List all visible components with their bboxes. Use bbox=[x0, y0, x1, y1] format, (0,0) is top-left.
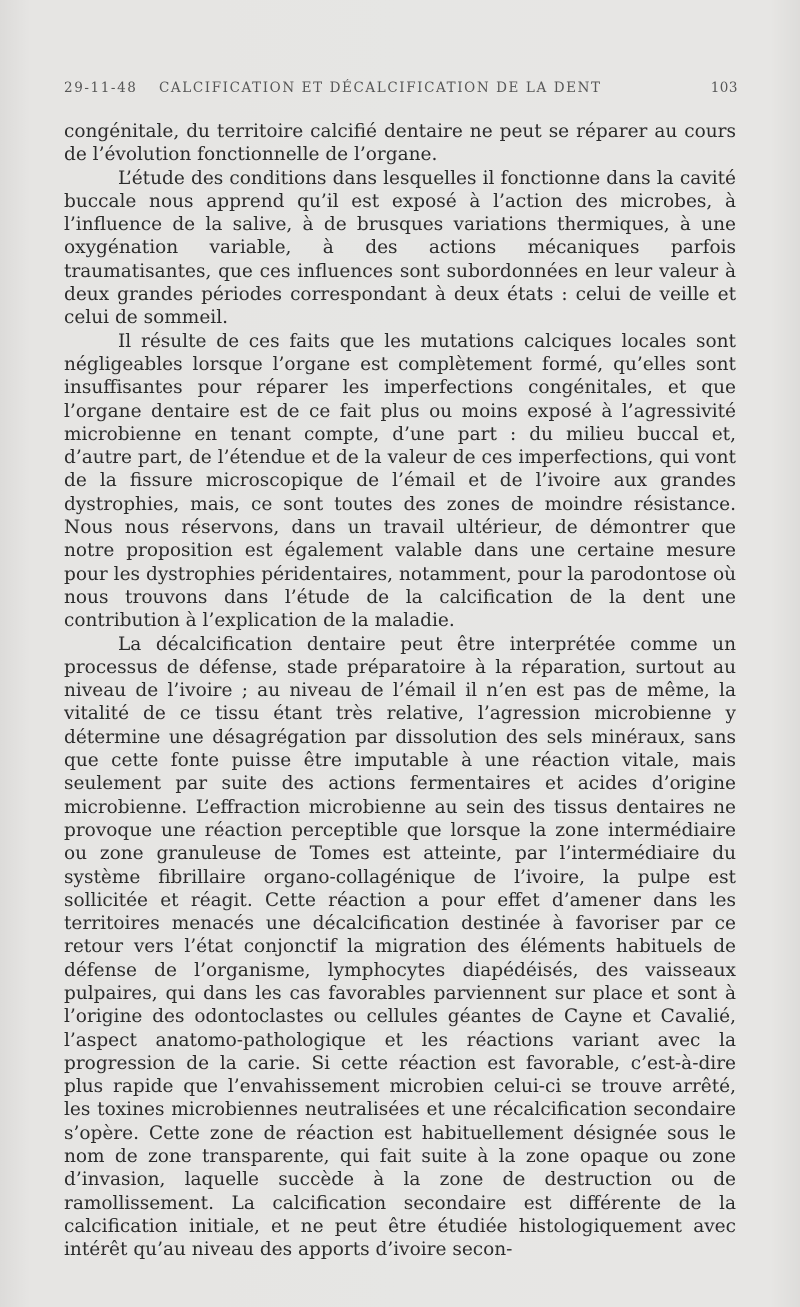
paragraph: L’étude des conditions dans lesquelles il fonctionne dans la cavité buccale nous apprend qu’il est exposé à l’action des microbes, à l’influence de la salive, à de brusques variations thermiques, à une oxygénation variable, à des actions mécaniques parfois traumatisantes, que ces influences sont subordonnées en leur valeur à deux grandes périodes correspondant à deux états : celui de veille et celui de sommeil. bbox=[64, 167, 736, 329]
body-text bbox=[64, 120, 736, 1262]
paragraph-continuation: congénitale, du territoire calcifié dentaire ne peut se réparer au cours de l’évolution fonctionnelle de l’organe. bbox=[64, 121, 736, 166]
paragraph: La décalcification dentaire peut être interprétée comme un processus de défense, stade préparatoire à la réparation, surtout au niveau de l’ivoire ; au niveau de l’émail il n’en est pas de même, la vitalité de ce tissu étant très relative, l’agression microbienne y détermine une désagrégation par dissolution des sels minéraux, sans que cette fonte puisse être imputable à une réaction vitale, mais seulement par suite des actions fermentaires et acides d’origine microbienne. L’effraction microbienne au sein des tissus dentaires ne provoque une réaction perceptible que lorsque la zone intermédiaire ou zone granuleuse de Tomes est atteinte, par l’intermédiaire du système fibrillaire organo-collagénique de l’ivoire, la pulpe est sollicitée et réagit. Cette réaction a pour effet d’amener dans les territoires menacés une décalcification destinée à favoriser par ce retour vers l’état conjonctif la migration des éléments habituels de défense de l’organisme, lymphocytes diapédéisés, des vaisseaux pulpaires, qui dans les cas favorables parviennent sur place et sont à l’origine des odontoclastes ou cellules géantes de Cayne et Cavalié, l’aspect anatomo-pathologique et les réactions variant avec la progression de la carie. Si cette réaction est favorable, c’est-à-dire plus rapide que l’envahissement microbien celui-ci se trouve arrêté, les toxines microbiennes neutralisées et une récalcification secondaire s’opère. Cette zone de réaction est habituellement désignée sous le nom de zone transparente, qui fait suite à la zone opaque ou zone d’invasion, laquelle succède à la zone de destruction ou de ramollissement. La calcification secondaire est différente de la calcification initiale, et ne peut être étudiée histologiquement avec intérêt qu’au niveau des apports d’ivoire secon- bbox=[64, 633, 736, 1261]
header-title: CALCIFICATION ET DÉCALCIFICATION DE LA DENT bbox=[159, 80, 602, 96]
running-head bbox=[64, 80, 738, 102]
page-number: 103 bbox=[710, 80, 738, 96]
paragraph: Il résulte de ces faits que les mutations calciques locales sont négligeables lorsque l’organe est complètement formé, qu’elles sont insuffisantes pour réparer les imperfections congénitales, et que l’organe dentaire est de ce fait plus ou moins exposé à l’agressivité microbienne en tenant compte, d’une part : du milieu buccal et, d’autre part, de l’étendue et de la valeur de ces imperfections, qui vont de la fissure microscopique de l’émail et de l’ivoire aux grandes dystrophies, mais, ce sont toutes des zones de moindre résistance. Nous nous réservons, dans un travail ultérieur, de démontrer que notre proposition est également valable dans une certaine mesure pour les dystrophies péridentaires, notamment, pour la parodontose où nous trouvons dans l’étude de la calcification de la dent une contribution à l’explication de la maladie. bbox=[64, 330, 736, 632]
header-date: 29-11-48 bbox=[64, 80, 138, 96]
